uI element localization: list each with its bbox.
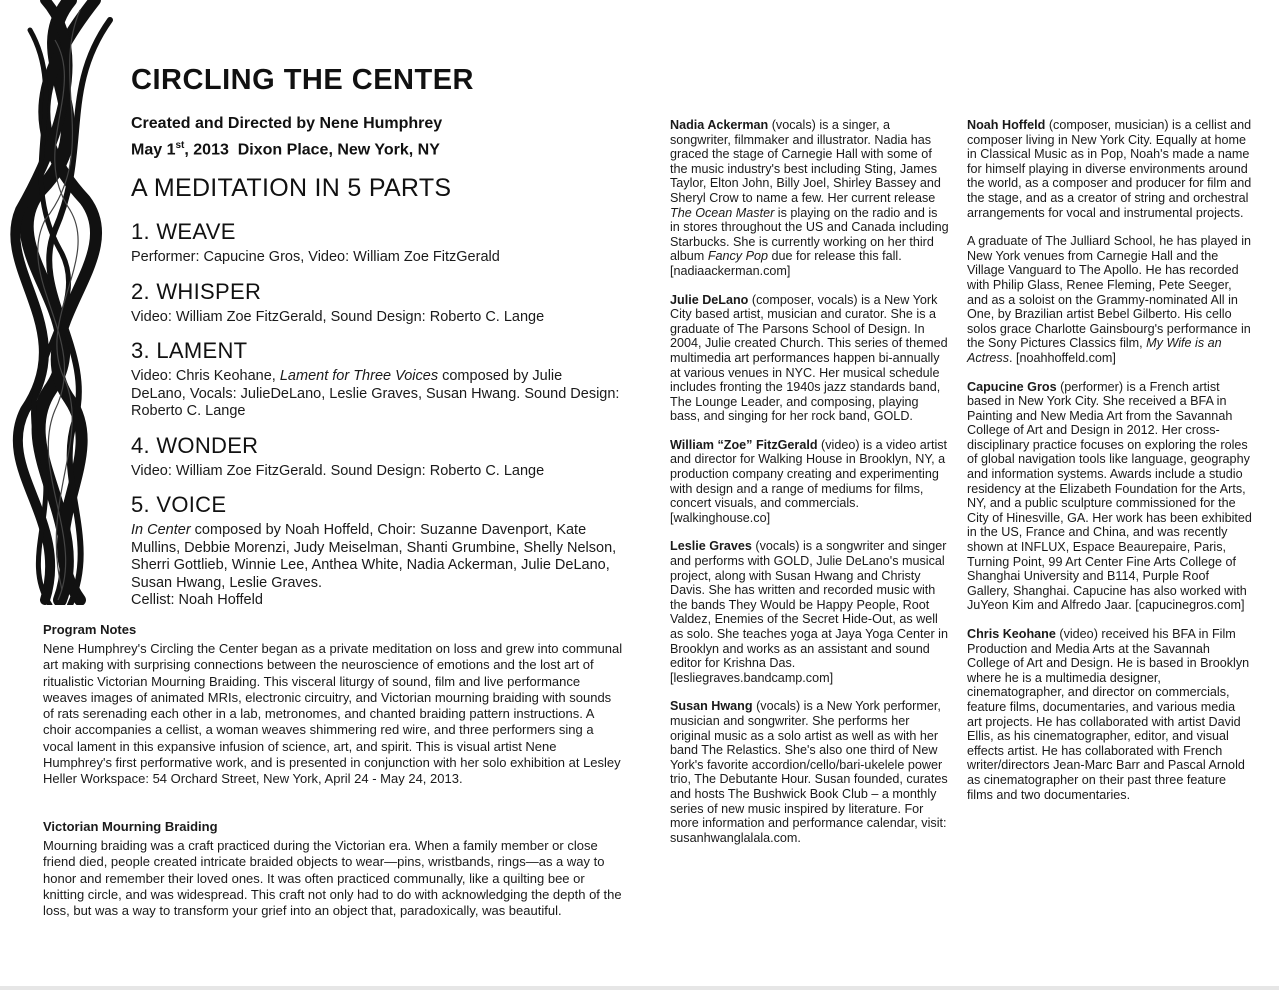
credits-text: composed by Julie DeLano, Vocals: JulieDeLano, Leslie Graves, Susan Hwang. Sound Design: Roberto C. Lange [131, 368, 620, 419]
bio-italic: Fancy Pop [707, 249, 769, 264]
part-credits: Video: William Zoe FitzGerald, Sound Design: Roberto C. Lange [131, 309, 545, 325]
cellist-credit: Cellist: Noah Hoffeld [131, 592, 263, 608]
program-notes [43, 621, 623, 788]
section-body: Mourning braiding was a craft practiced during the Victorian era. When a family member or close friend died, people created intricate braided objects to wear—pins, wristbands, rings—as a way to honor and remember their loved ones. It was often practiced communally, like a quilting bee or knitting circle, and was widespread. This craft not only had to do with acknowledging the depth of the loss, but was a way to transform your grief into an object that, paradoxically, was beautiful. [43, 838, 622, 919]
part-heading: 4. WONDER [131, 433, 259, 458]
bio-name: Noah Hoffeld [967, 118, 1046, 132]
bio-name: Capucine Gros [967, 379, 1057, 394]
part-credits [131, 368, 621, 421]
part-credits [131, 522, 621, 592]
bio-name: Susan Hwang [670, 699, 753, 714]
part-lament [131, 338, 621, 421]
bio-text: (vocals) is a singer, a songwriter, filmmaker and illustrator. Nadia has graced the stage of Carnegie Hall with some of the music industry's best including Sting, James Taylor, Elton John, Billy Joel, Shirley Bassey and Sheryl Crow to name a few. Her current release [670, 118, 941, 205]
credits-block [131, 113, 442, 161]
date-venue-line [131, 135, 442, 161]
credits-text: Video: Chris Keohane, [131, 368, 280, 384]
bio-text: (vocals) is a songwriter and singer and performs with GOLD, Julie DeLano's musical project, along with Susan Hwang and Christy Davis. She has written and recorded music with the bands They Would be Happy People, Root Valdez, Enemies of the Secret Hide-Out, as well as solo. She teaches yoga at Jaya Yoga Center in Brooklyn and works as an assistant and sound editor for Krishna Das. [lesliegraves.bandcamp.com] [670, 539, 948, 685]
bio-text: (vocals) is a New York performer, musician and songwriter. She performs her original music as a solo artist as well as with her band The Relastics. She's also one third of New York's favorite accordion/cello/bari-ukelele power trio, The Debutante Hour. Susan founded, curates and hosts The Bushwick Book Club – a monthly series of new music inspired by literature. For more information and performance calendar, visit: susanhwanglalala.com. [670, 699, 948, 845]
bio-william-fitzgerald [670, 438, 950, 526]
bio-capucine-gros [967, 380, 1252, 614]
work-title: Lament for Three Voices [279, 368, 439, 384]
bio-name: Julie DeLano [670, 292, 749, 307]
bio-chris-keohane [967, 627, 1252, 802]
work-title: In Center [131, 522, 191, 538]
bio-text: due for release this fall. [nadiaackerman.com] [670, 249, 902, 278]
part-heading: 5. VOICE [131, 492, 227, 517]
page-bottom-edge [0, 986, 1279, 990]
bios-column-middle [670, 118, 950, 859]
bio-text: (composer, musician) is a cellist and composer living in New York City. Equally at home in Classical Music as in Pop, Noah's made a name for himself playing in diverse environments around the world, as a composer and producer for film and the stage, and as a creator of string and orchestral arrangements for vocal and instrumental projects. [967, 118, 1252, 220]
page-title: CIRCLING THE CENTER [131, 64, 474, 96]
bio-noah-hoffeld [967, 118, 1252, 220]
date-day: May 1 [131, 141, 176, 159]
credits-text: composed by Noah Hoffeld, Choir: Suzanne Davenport, Kate Mullins, Debbie Morenzi, Judy Meiselman, Shanti Grumbine, Shelly Nelson, Sherri Gottlieb, Winnie Lee, Anthea White, Nadia Ackerman, Julie DeLano, Susan Hwang, Leslie Graves. [131, 522, 617, 591]
part-heading: 1. WEAVE [131, 219, 236, 244]
meditation-subtitle: A MEDITATION IN 5 PARTS [131, 174, 452, 202]
section-heading: Victorian Mourning Braiding [43, 819, 218, 834]
bio-name: Leslie Graves [670, 539, 752, 554]
bio-text: (video) received his BFA in Film Production and Media Arts at the Savannah College of Art and Design. He is based in Brooklyn where he is a multimedia designer, cinematographer, and director on commercials, feature films, documentaries, and various media art projects. He has collaborated with artist David Ellis, as his cinematographer, editor, and visual effects artist. He has collaborated with French writer/directors Jean-Marc Barr and Pascal Arnold as cinematographer on their past three feature films and two documentaries. [967, 627, 1250, 802]
bio-noah-hoffeld-continued [967, 234, 1252, 365]
date-venue: , 2013 Dixon Place, New York, NY [184, 141, 440, 159]
bio-text: (video) is a video artist and director for Walking House in Brooklyn, NY, a production company creating and experimenting with design and a range of mediums for films, concert visuals, and commercials. [walkinghouse.co] [670, 437, 948, 525]
part-weave [131, 219, 621, 267]
bio-nadia-ackerman [670, 118, 950, 279]
part-voice [131, 492, 621, 610]
part-wonder [131, 433, 621, 481]
part-credits: Video: William Zoe FitzGerald. Sound Design: Roberto C. Lange [131, 463, 545, 479]
braid-illustration [0, 0, 130, 605]
part-heading: 2. WHISPER [131, 279, 262, 304]
bio-julie-delano [670, 293, 950, 424]
bio-name: Nadia Ackerman [670, 118, 769, 132]
bio-name: Chris Keohane [967, 627, 1056, 641]
bio-italic: My Wife is an Actress [967, 336, 1222, 365]
victorian-braiding-notes [43, 818, 623, 919]
part-heading: 3. LAMENT [131, 338, 248, 363]
bio-leslie-graves [670, 539, 950, 685]
bio-name: William “Zoe” FitzGerald [670, 437, 818, 452]
part-credits: Performer: Capucine Gros, Video: William Zoe FitzGerald [131, 249, 500, 265]
section-body: Nene Humphrey's Circling the Center began as a private meditation on loss and grew into communal art making with surprising connections between the neuroscience of emotions and the lost art of ritualistic Victorian Mourning Braiding. This visceral liturgy of sound, film and live performance weaves images of animated MRIs, electronic circuitry, and Victorian mourning braiding with sounds of rats serenading each other in a lab, metronomes, and chanted braiding pattern instructions. A choir accompanies a cellist, a woman weaves shimmering red wire, and three performers sing a vocal lament in this expansive infusion of science, art, and spirit. This is visual artist Nene Humphrey's first performative work, and is presented in conjunction with her solo exhibition at Lesley Heller Workspace: 54 Orchard Street, New York, April 24 - May 24, 2013. [43, 641, 623, 787]
bio-text: . [noahhoffeld.com] [1009, 350, 1116, 365]
bio-text: (composer, vocals) is a New York City based artist, musician and curator. She is a graduate of The Parsons School of Design. In 2004, Julie created Church. This series of themed multimedia art performances happen bi-annually at various venues in NYC. Her musical schedule includes fronting the 1940s jazz standards band, The Lounge Leader, and composing, playing bass, and singing for her rock band, GOLD. [670, 292, 948, 424]
bio-italic: The Ocean Master [670, 205, 775, 220]
bio-susan-hwang [670, 699, 950, 845]
date-suffix: st [175, 140, 185, 151]
bio-text: (performer) is a French artist based in New York City. She received a BFA in Painting and New Media Art from the Savannah College of Art and Design in 2012. Her cross-disciplinary practice focuses on exploring the roles of global navigation tools like language, geography and information systems. Awards include a studio residency at the Elizabeth Foundation for the Arts, NY, and a public sculpture commissioned for the City of Hinesville, GA. Her work has been exhibited in the US, France and China, and was recently shown at INFLUX, Espace Beaurepaire, Paris, Turning Point, 99 Art Center Fine Arts College of Shanghai University and B114, Purple Roof Gallery, Shanghai. Capucine has also worked with JuYeon Kim and Alfredo Jaar. [capucinegros.com] [967, 379, 1252, 613]
bio-text: A graduate of The Julliard School, he has played in New York venues from Carnegie Hall and the Village Vanguard to The Apollo. He has recorded with Philip Glass, Renee Fleming, Pete Seeger, and as a soloist on the Grammy-nominated All in One, by Brazilian artist Bebel Gilberto. His cello solos grace Charlotte Gainsbourg's performance in the Sony Pictures Classics film, [967, 234, 1252, 351]
bios-column-right [967, 118, 1252, 816]
part-whisper [131, 279, 621, 327]
section-heading: Program Notes [43, 622, 137, 637]
created-by-line: Created and Directed by Nene Humphrey [131, 115, 443, 132]
bio-text: is playing on the radio and is in stores throughout the US and Canada including Starbucks. She is currently working on her third album [670, 205, 949, 264]
